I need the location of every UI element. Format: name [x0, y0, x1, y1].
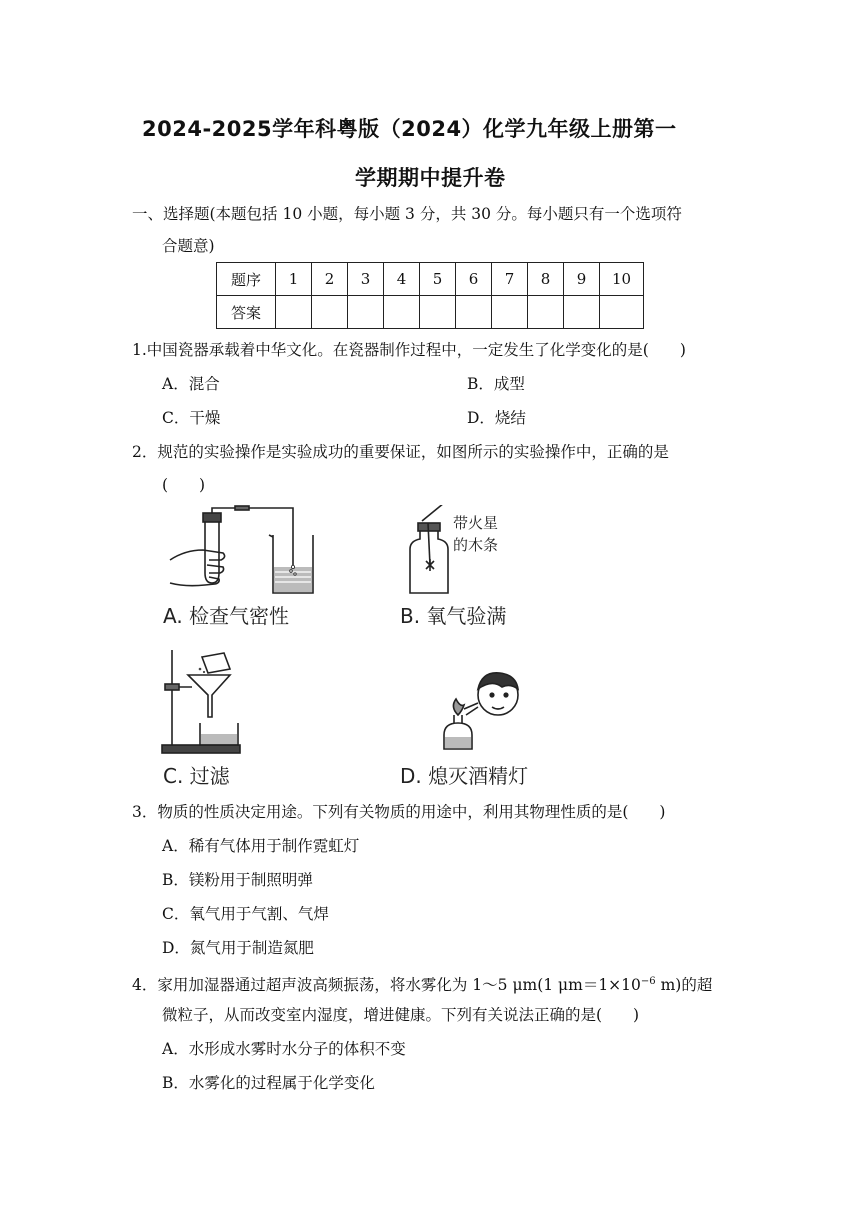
- q2-stem-line-1: 2．规范的实验操作是实验成功的重要保证，如图所示的实验操作中，正确的是: [132, 443, 669, 461]
- alcohol-lamp-figure: [430, 665, 530, 755]
- q3-option-d: D．氮气用于制造氮肥: [162, 939, 314, 957]
- q4-option-a: A．水形成水雾时水分子的体积不变: [162, 1040, 406, 1058]
- table-cell-number: 10: [600, 263, 644, 296]
- table-cell-number: 5: [420, 263, 456, 296]
- filtration-figure: [160, 645, 245, 755]
- q1-option-d: D．烧结: [467, 409, 526, 427]
- answer-cell[interactable]: [384, 296, 420, 329]
- table-cell-number: 3: [348, 263, 384, 296]
- title-line-2: 学期期中提升卷: [355, 166, 506, 190]
- answer-cell[interactable]: [312, 296, 348, 329]
- q4-option-b: B．水雾化的过程属于化学变化: [162, 1074, 375, 1092]
- answer-cell[interactable]: [456, 296, 492, 329]
- table-cell-number: 4: [384, 263, 420, 296]
- airtightness-check-figure: [165, 505, 340, 600]
- figure-a-caption: A. 检查气密性: [163, 604, 290, 628]
- answer-table: [216, 262, 644, 329]
- table-cell-number: 9: [564, 263, 600, 296]
- answer-cell[interactable]: [420, 296, 456, 329]
- answer-cell[interactable]: [564, 296, 600, 329]
- answer-cell[interactable]: [492, 296, 528, 329]
- figure-d-caption: D. 熄灭酒精灯: [400, 764, 529, 788]
- q3-option-a: A．稀有气体用于制作霓虹灯: [162, 837, 360, 855]
- q1-option-a: A．混合: [162, 375, 220, 393]
- burning-stick-label-1: 带火星: [453, 514, 499, 532]
- q2-stem-line-2: ( ): [162, 476, 206, 494]
- figure-c-caption: C. 过滤: [163, 764, 230, 788]
- table-cell-number: 6: [456, 263, 492, 296]
- table-cell-number: 2: [312, 263, 348, 296]
- table-cell-number: 8: [528, 263, 564, 296]
- answer-cell[interactable]: [600, 296, 644, 329]
- q4-stem-line-1-a: 4．家用加湿器通过超声波高频振荡，将水雾化为 1～5 μm(1 μm＝1×10: [132, 976, 641, 995]
- q1-option-b: B．成型: [467, 375, 525, 393]
- title-line-1: 2024-2025学年科粤版（2024）化学九年级上册第一: [142, 117, 677, 141]
- table-header-answer: 答案: [217, 296, 276, 329]
- q4-exponent: −6: [640, 976, 656, 987]
- q1-stem: 1.中国瓷器承载着中华文化。在瓷器制作过程中，一定发生了化学变化的是( ): [132, 341, 686, 359]
- burning-stick-label-2: 的木条: [453, 536, 499, 554]
- figure-b-caption: B. 氧气验满: [400, 604, 507, 628]
- q4-stem-line-1: [132, 972, 712, 995]
- answer-cell[interactable]: [276, 296, 312, 329]
- table-row-answers: [217, 296, 644, 329]
- table-cell-number: 7: [492, 263, 528, 296]
- q3-option-c: C．氧气用于气割、气焊: [162, 905, 329, 923]
- table-row-numbers: [217, 263, 644, 296]
- q1-option-c: C．干燥: [162, 409, 221, 427]
- q4-stem-line-2: 微粒子，从而改变室内湿度，增进健康。下列有关说法正确的是( ): [162, 1006, 640, 1024]
- section-header-line-1: 一、选择题(本题包括 10 小题，每小题 3 分，共 30 分。每小题只有一个选项符: [132, 205, 682, 223]
- section-header-line-2: 合题意): [162, 237, 215, 255]
- answer-cell[interactable]: [528, 296, 564, 329]
- q3-option-b: B．镁粉用于制照明弹: [162, 871, 313, 889]
- table-header-number: 题序: [217, 263, 276, 296]
- q4-stem-line-1-b: m)的超: [655, 976, 713, 995]
- q3-stem: 3．物质的性质决定用途。下列有关物质的用途中，利用其物理性质的是( ): [132, 803, 666, 821]
- table-cell-number: 1: [276, 263, 312, 296]
- answer-cell[interactable]: [348, 296, 384, 329]
